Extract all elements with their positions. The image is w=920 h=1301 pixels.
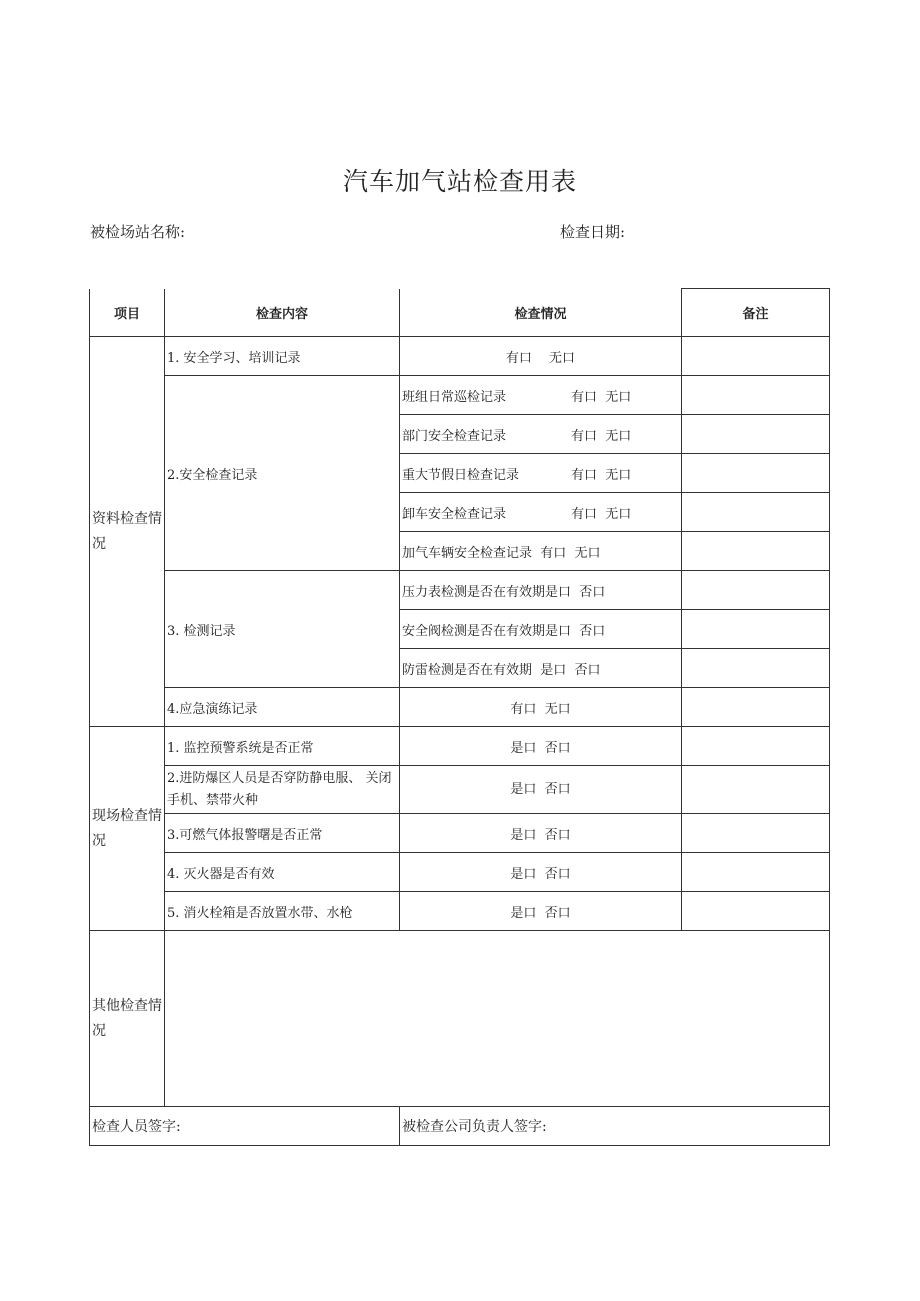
inspection-table bbox=[89, 288, 830, 1146]
table-row bbox=[90, 766, 830, 814]
inspection-date-label: 检查日期: bbox=[560, 223, 626, 241]
remarks-cell[interactable] bbox=[682, 376, 830, 415]
onsite-item-status[interactable]: 是口 否口 bbox=[400, 814, 682, 853]
docs-item3-content: 3. 检测记录 bbox=[165, 571, 400, 688]
header-item: 项目 bbox=[90, 289, 165, 337]
table-row bbox=[90, 853, 830, 892]
remarks-cell[interactable] bbox=[682, 766, 830, 814]
remarks-cell[interactable] bbox=[682, 493, 830, 532]
onsite-item-content: 2.进防爆区人员是否穿防静电服、 关闭手机、禁带火种 bbox=[165, 766, 400, 814]
docs-item2-sub[interactable]: 重大节假日检查记录 有口 无口 bbox=[400, 454, 682, 493]
remarks-cell[interactable] bbox=[682, 532, 830, 571]
onsite-item-status[interactable]: 是口 否口 bbox=[400, 892, 682, 931]
section-docs-label: 资料检查情况 bbox=[90, 337, 165, 727]
remarks-cell[interactable] bbox=[682, 853, 830, 892]
remarks-cell[interactable] bbox=[682, 571, 830, 610]
table-row bbox=[90, 376, 830, 415]
docs-item2-content: 2.安全检查记录 bbox=[165, 376, 400, 571]
remarks-cell[interactable] bbox=[682, 610, 830, 649]
docs-item3-sub[interactable]: 防雷检测是否在有效期 是口 否口 bbox=[400, 649, 682, 688]
responsible-signature[interactable]: 被检查公司负责人签字: bbox=[400, 1107, 830, 1146]
header-status: 检查情况 bbox=[400, 289, 682, 337]
remarks-cell[interactable] bbox=[682, 415, 830, 454]
remarks-cell[interactable] bbox=[682, 649, 830, 688]
table-row bbox=[90, 814, 830, 853]
table-header-row bbox=[90, 289, 830, 337]
docs-item2-sub[interactable]: 班组日常巡检记录 有口 无口 bbox=[400, 376, 682, 415]
docs-item4-status[interactable]: 有口 无口 bbox=[400, 688, 682, 727]
table-row bbox=[90, 727, 830, 766]
docs-item3-sub[interactable]: 压力表检测是否在有效期是口 否口 bbox=[400, 571, 682, 610]
onsite-item-content: 4. 灭火器是否有效 bbox=[165, 853, 400, 892]
section-onsite-label: 现场检查情况 bbox=[90, 727, 165, 931]
docs-item2-sub[interactable]: 加气车辆安全检查记录 有口 无口 bbox=[400, 532, 682, 571]
docs-item2-sub[interactable]: 部门安全检查记录 有口 无口 bbox=[400, 415, 682, 454]
table-row bbox=[90, 892, 830, 931]
page-title: 汽车加气站检查用表 bbox=[342, 167, 577, 196]
table-row bbox=[90, 337, 830, 376]
remarks-cell[interactable] bbox=[682, 688, 830, 727]
section-other-label: 其他检查情况 bbox=[90, 931, 165, 1107]
station-name-label: 被检场站名称: bbox=[90, 223, 186, 241]
inspector-signature[interactable]: 检查人员签字: bbox=[90, 1107, 400, 1146]
docs-item3-sub[interactable]: 安全阀检测是否在有效期是口 否口 bbox=[400, 610, 682, 649]
table-row bbox=[90, 931, 830, 1107]
remarks-cell[interactable] bbox=[682, 727, 830, 766]
onsite-item-content: 1. 监控预警系统是否正常 bbox=[165, 727, 400, 766]
onsite-item-content: 5. 消火栓箱是否放置水带、水枪 bbox=[165, 892, 400, 931]
docs-item1-content: 1. 安全学习、培训记录 bbox=[165, 337, 400, 376]
other-notes-area[interactable] bbox=[165, 931, 830, 1107]
header-content: 检查内容 bbox=[165, 289, 400, 337]
docs-item1-status[interactable]: 有口 无口 bbox=[400, 337, 682, 376]
docs-item4-content: 4.应急演练记录 bbox=[165, 688, 400, 727]
table-row bbox=[90, 688, 830, 727]
remarks-cell[interactable] bbox=[682, 337, 830, 376]
remarks-cell[interactable] bbox=[682, 454, 830, 493]
onsite-item-status[interactable]: 是口 否口 bbox=[400, 853, 682, 892]
header-remarks: 备注 bbox=[682, 289, 830, 337]
table-row bbox=[90, 571, 830, 610]
remarks-cell[interactable] bbox=[682, 892, 830, 931]
remarks-cell[interactable] bbox=[682, 814, 830, 853]
onsite-item-content: 3.可燃气体报警曙是否正常 bbox=[165, 814, 400, 853]
onsite-item-status[interactable]: 是口 否口 bbox=[400, 766, 682, 814]
table-row bbox=[90, 1107, 830, 1146]
onsite-item-status[interactable]: 是口 否口 bbox=[400, 727, 682, 766]
docs-item2-sub[interactable]: 卸车安全检查记录 有口 无口 bbox=[400, 493, 682, 532]
